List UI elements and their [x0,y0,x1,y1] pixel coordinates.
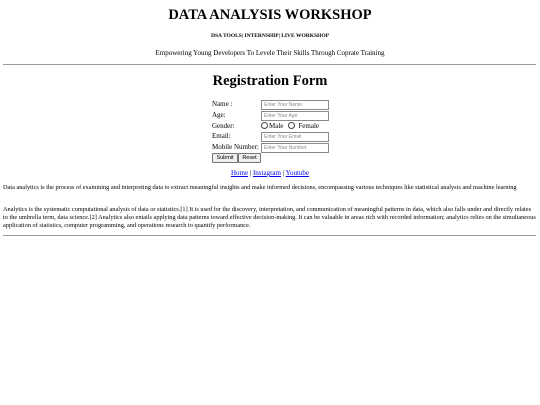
age-label: Age: [212,111,226,119]
form-title: Registration Form [212,73,328,89]
link-separator: | [249,169,252,177]
link-separator: | [282,169,285,177]
bottom-divider [3,235,536,236]
mobile-input[interactable]: Enter Your Number [261,143,329,153]
social-links [0,169,540,177]
mobile-label: Mobile Number: [212,143,259,151]
gender-options [261,122,319,130]
female-radio[interactable] [288,122,295,129]
gender-label: Gender: [212,122,235,130]
home-link[interactable]: Home [230,169,249,177]
male-label: Male [269,122,284,130]
submit-button[interactable]: Submit [212,153,238,163]
instagram-link[interactable]: Instagram [252,169,281,177]
reset-button[interactable]: Reset [238,153,261,163]
email-label: Email: [212,132,231,140]
email-input[interactable]: Enter Your Email [261,132,329,142]
page-subtitle: DSA TOOLS| INTERNSHIP| LIVE WORKSHOP [211,33,329,39]
age-input[interactable]: Enter Your Age [261,111,329,121]
youtube-link[interactable]: Youtube [285,169,310,177]
intro-paragraph: Data analytics is the process of examining and interpreting data to extract meaningful insights and make informed decisions, encompassing various techniques like statistical analysis and machine learning [3,184,517,191]
female-label: Female [298,122,319,130]
tagline: Empowering Young Developers To Levele Their Skills Through Coprate Training [155,49,385,57]
name-label: Name : [212,100,233,108]
analytics-paragraph: Analytics is the systematic computational analysis of data or statistics.[1] It is used for the discovery, interpretation, and communication of meaningful patterns in data, which also falls under and directly relates to the umbrella term, data science.[2] Analytics also entails applying data patterns toward effective decision-making. It can be valuable in areas rich with recorded information; analytics relies on the simultaneous application of statistics, computer programming, and operations research to quantify performance. [3,206,536,229]
page-title: DATA ANALYSIS WORKSHOP [168,7,372,23]
button-row [212,153,272,163]
male-radio[interactable] [261,122,268,129]
name-input[interactable]: Enter Your Name [261,100,329,110]
top-divider [3,64,536,65]
